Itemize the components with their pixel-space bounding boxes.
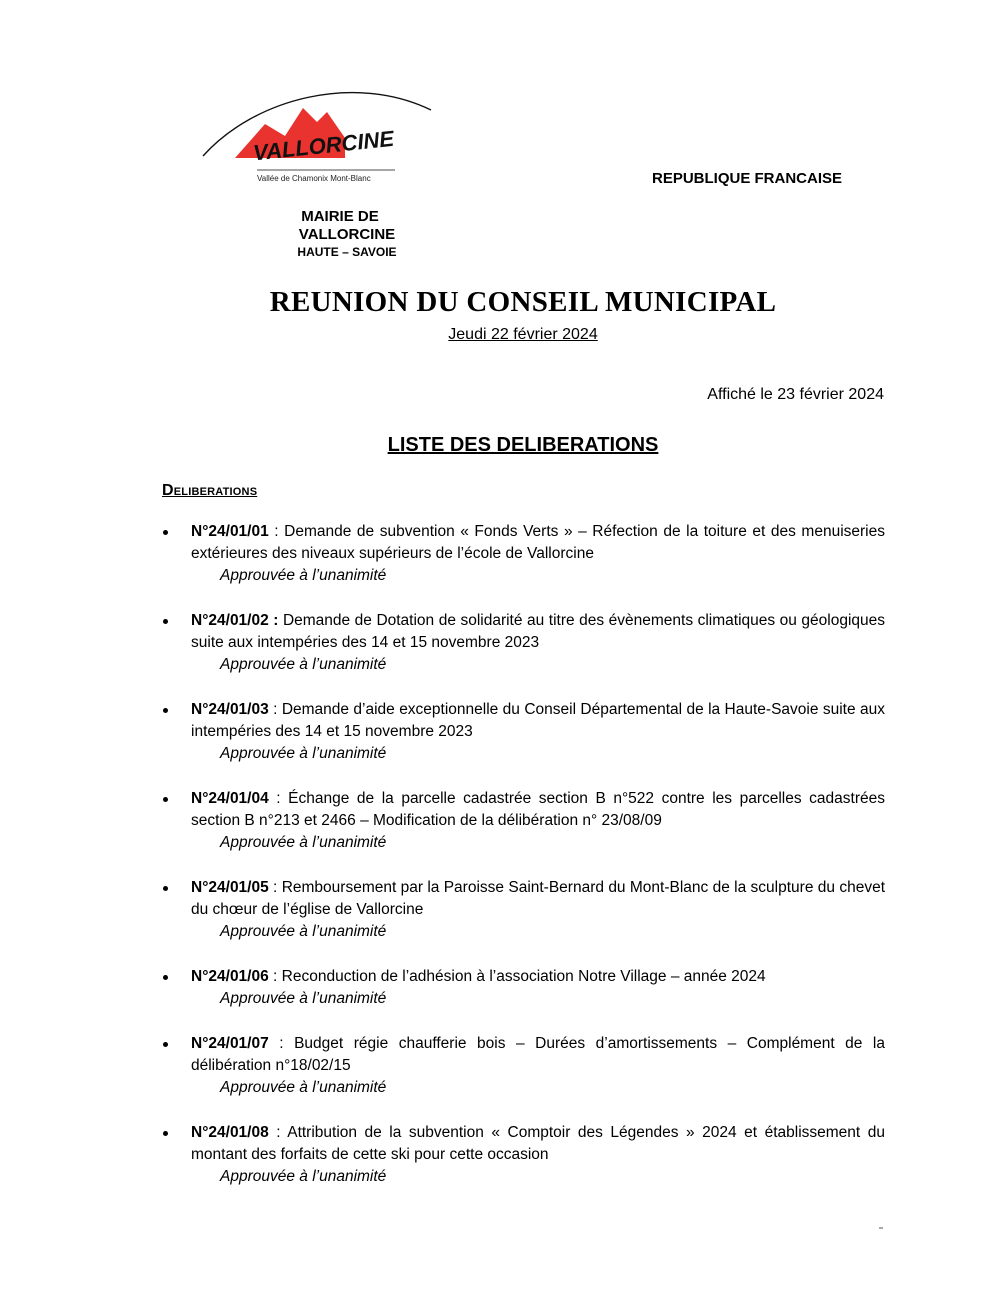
bullet-icon — [163, 797, 168, 802]
bullet-icon — [163, 886, 168, 891]
deliberation-status: Approuvée à l’unanimité — [220, 1079, 387, 1096]
deliberation-item: N°24/01/07 : Budget régie chaufferie bois – Durées d’amortissements – Complément de la délibération n°18/02/15 Approuvée à l’unanimité — [163, 1033, 885, 1099]
mairie-line-1: MAIRIE DE — [301, 208, 379, 225]
deliberation-text: Reconduction de l’adhésion à l’association Notre Village – année 2024 — [281, 968, 766, 985]
deliberation-item: N°24/01/04 : Échange de la parcelle cadastrée section B n°522 contre les parcelles cadastrées section B n°213 et 2466 – Modification de la délibération n° 23/08/09 Approuvée à l’unanimité — [163, 788, 885, 854]
deliberation-status: Approuvée à l’unanimité — [220, 923, 387, 940]
deliberation-status: Approuvée à l’unanimité — [220, 990, 387, 1007]
deliberation-item: N°24/01/05 : Remboursement par la Paroisse Saint-Bernard du Mont-Blanc de la sculpture du chevet du chœur de l’église de Vallorcine Approuvée à l’unanimité — [163, 877, 885, 943]
deliberation-status: Approuvée à l’unanimité — [220, 656, 387, 673]
deliberation-number: N°24/01/02 : — [191, 612, 279, 629]
deliberation-number: N°24/01/08 — [191, 1124, 269, 1141]
bullet-icon — [163, 975, 168, 980]
bullet-icon — [163, 1042, 168, 1047]
mairie-line-3: HAUTE – SAVOIE — [297, 245, 397, 259]
deliberation-list — [163, 521, 885, 1211]
deliberation-item: N°24/01/03 : Demande d’aide exceptionnelle du Conseil Départemental de la Haute-Savoie suite aux intempéries des 14 et 15 novembre 2023 Approuvée à l’unanimité — [163, 699, 885, 765]
deliberation-text: Échange de la parcelle cadastrée section B n°522 contre les parcelles cadastrées section B n°213 et 2466 – Modification de la délibération n° 23/08/09 — [191, 790, 885, 829]
meeting-title: REUNION DU CONSEIL MUNICIPAL — [269, 286, 777, 318]
section-heading: Deliberations — [162, 482, 258, 499]
deliberation-number: N°24/01/07 — [191, 1035, 269, 1052]
deliberation-text: Attribution de la subvention « Comptoir des Légendes » 2024 et établissement du montant des forfaits de cette ski pour cette occasion — [191, 1124, 885, 1163]
deliberation-status: Approuvée à l’unanimité — [220, 834, 387, 851]
deliberation-text: Demande d’aide exceptionnelle du Conseil Départemental de la Haute-Savoie suite aux intempéries des 14 et 15 novembre 2023 — [191, 701, 885, 740]
meeting-date: Jeudi 22 février 2024 — [448, 326, 598, 343]
mairie-line-2: VALLORCINE — [298, 226, 396, 243]
bullet-icon — [163, 619, 168, 624]
deliberation-item: N°24/01/01 : Demande de subvention « Fonds Verts » – Réfection de la toiture et des menuiseries extérieures des niveaux supérieurs de l’école de Vallorcine Approuvée à l’unanimité — [163, 521, 885, 587]
deliberation-number: N°24/01/01 — [191, 523, 269, 540]
deliberation-status: Approuvée à l’unanimité — [220, 1168, 387, 1185]
deliberation-text: Demande de Dotation de solidarité au titre des évènements climatiques ou géologiques suite aux intempéries des 14 et 15 novembre 2023 — [191, 612, 886, 651]
bullet-icon — [163, 530, 168, 535]
page-mark — [879, 1227, 883, 1229]
deliberation-status: Approuvée à l’unanimité — [220, 745, 387, 762]
deliberation-item: N°24/01/06 : Reconduction de l’adhésion à l’association Notre Village – année 2024 Approuvée à l’unanimité — [163, 966, 885, 1010]
bullet-icon — [163, 708, 168, 713]
deliberation-status: Approuvée à l’unanimité — [220, 567, 387, 584]
deliberation-item — [163, 610, 885, 676]
deliberation-text: Demande de subvention « Fonds Verts » – Réfection de la toiture et des menuiseries extérieures des niveaux supérieurs de l’école de Vallorcine — [191, 523, 885, 562]
logo-tagline: Vallée de Chamonix Mont-Blanc — [257, 174, 371, 183]
svg-text:VALLORCINE: VALLORCINE — [251, 125, 396, 166]
deliberation-number: N°24/01/03 — [191, 701, 269, 718]
deliberation-item: N°24/01/08 : Attribution de la subvention « Comptoir des Légendes » 2024 et établissement du montant des forfaits de cette ski pour cette occasion Approuvée à l’unanimité — [163, 1122, 885, 1188]
deliberation-number: N°24/01/04 — [191, 790, 269, 807]
deliberation-text: Budget régie chaufferie bois – Durées d’amortissements – Complément de la délibération n°18/02/15 — [191, 1035, 885, 1074]
vallorcine-logo — [195, 78, 440, 188]
bullet-icon — [163, 1131, 168, 1136]
list-title: LISTE DES DELIBERATIONS — [387, 434, 659, 456]
deliberation-number: N°24/01/06 — [191, 968, 269, 985]
republique-francaise: REPUBLIQUE FRANCAISE — [652, 170, 843, 187]
mairie-block — [270, 208, 410, 260]
mountain-logo-icon — [195, 78, 440, 188]
posting-date: Affiché le 23 février 2024 — [707, 386, 884, 403]
deliberation-number: N°24/01/05 — [191, 879, 269, 896]
deliberation-text: Remboursement par la Paroisse Saint-Bernard du Mont-Blanc de la sculpture du chevet du chœur de l’église de Vallorcine — [191, 879, 886, 918]
